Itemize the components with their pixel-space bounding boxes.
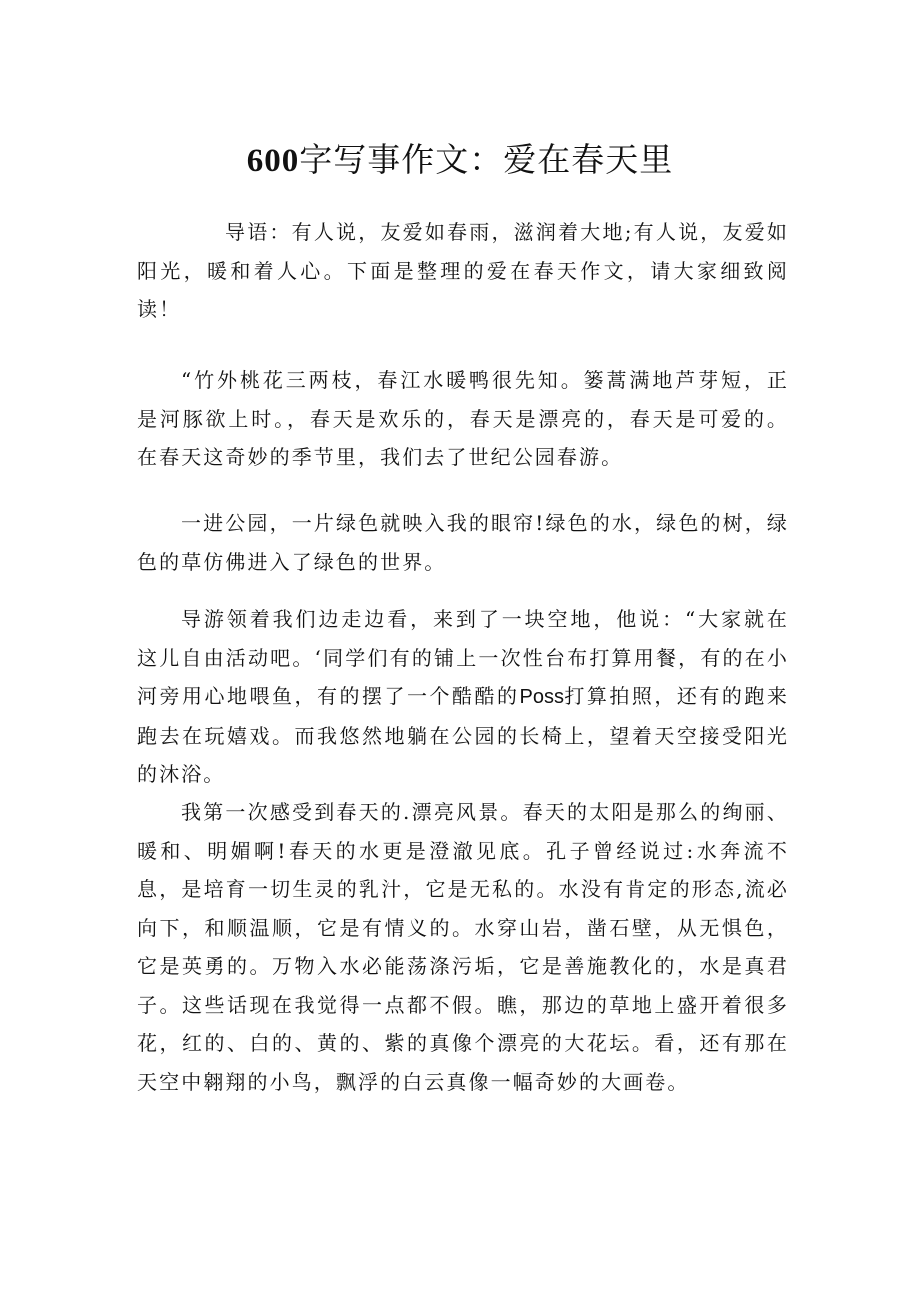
intro-paragraph: 导语：有人说，友爱如春雨，滋润着大地;有人说，友爱如阳光，暖和着人心。下面是整理的爱在春天作文，请大家细致阅读！ <box>137 220 789 321</box>
paragraph-3-part-1: 导游领着我们边走边看，来到了一块空地，他说：“大家就在这儿自由活动吧。‘同学们有的铺上一次性台布打算用餐，有的在小河旁用心地喂鱼，有的摆了一个酷酷的 <box>137 607 789 708</box>
title-text: 字写事作文：爱在春天里 <box>299 140 674 179</box>
title-number: 600 <box>246 143 300 179</box>
paragraph-2: 一进公园，一片绿色就映入我的眼帘!绿色的水，绿色的树，绿色的草仿佛进入了绿色的世界。 <box>137 511 789 574</box>
paragraph-3-latin-word: Poss <box>519 686 564 708</box>
paragraph-4: 我第一次感受到春天的.漂亮风景。春天的太阳是那么的绚丽、暖和、明媚啊!春天的水更是澄澈见底。孔子曾经说过:水奔流不息，是培育一切生灵的乳汁，它是无私的。水没有肯定的形态,流必向下，和顺温顺，它是有情义的。水穿山岩，凿石壁，从无惧色，它是英勇的。万物入水必能荡涤污垢，它是善施教化的，水是真君子。这些话现在我觉得一点都不假。瞧，那边的草地上盛开着很多花，红的、白的、黄的、紫的真像个漂亮的大花坛。看，还有那在天空中翱翔的小鸟，飘浮的白云真像一幅奇妙的大画卷。 <box>137 800 789 1094</box>
paragraph-3-part-2: 打算拍照，还有的跑来跑去在玩嬉戏。而我悠然地躺在公园的长椅上，望着天空接受阳光的沐浴。 <box>137 684 790 786</box>
document-title <box>0 136 920 185</box>
paragraph-1: “竹外桃花三两枝，春江水暖鸭很先知。篓蒿满地芦芽短，正是河豚欲上时。，春天是欢乐的，春天是漂亮的，春天是可爱的。在春天这奇妙的季节里，我们去了世纪公园春游。 <box>137 368 789 469</box>
paragraph-3 <box>137 600 789 794</box>
